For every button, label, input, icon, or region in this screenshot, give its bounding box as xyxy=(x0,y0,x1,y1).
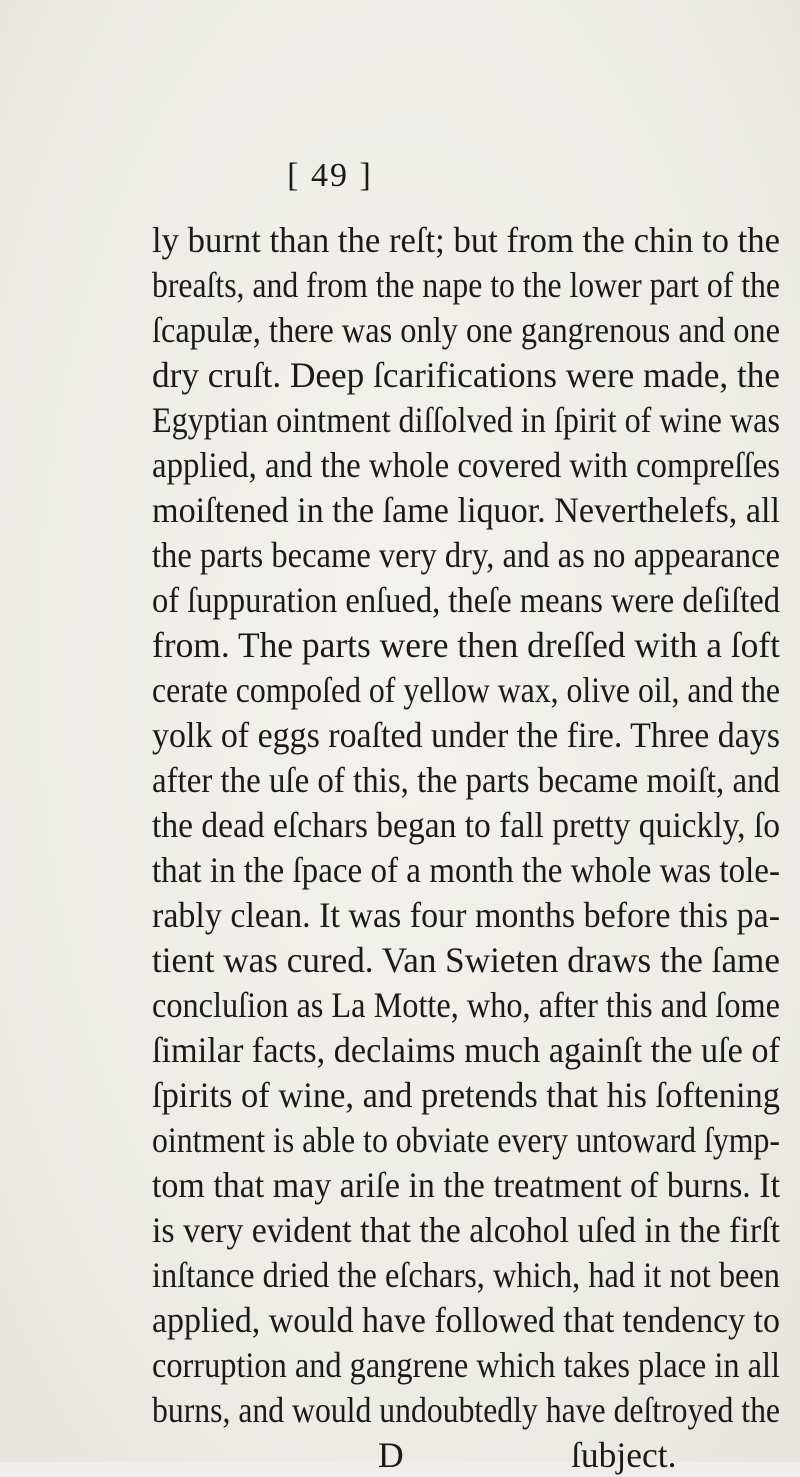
text-line: ointment is able to obviate every untoward ſymp- xyxy=(152,1120,780,1160)
text-line: the parts became very dry, and as no appearance xyxy=(152,535,780,575)
text-line: Egyptian ointment diſſolved in ſpirit of wine was xyxy=(152,400,780,440)
page-number: [ 49 ] xyxy=(287,157,373,194)
text-line: tient was cured. Van Swieten draws the ſame xyxy=(152,940,781,980)
text-line: breaſts, and from the nape to the lower part of the xyxy=(152,265,780,305)
text-line: dry cruſt. Deep ſcarifications were made, the xyxy=(152,355,780,395)
text-line: after the uſe of this, the parts became moiſt, and xyxy=(152,760,780,800)
text-line: burns, and would undoubtedly have deſtroyed the xyxy=(152,1390,781,1430)
text-line: ly burnt than the reſt; but from the chin to the xyxy=(152,220,781,260)
text-line: cerate compoſed of yellow wax, olive oil, and the xyxy=(152,670,780,710)
text-line: corruption and gangrene which takes place in all xyxy=(152,1345,780,1385)
text-line: the dead eſchars began to fall pretty quickly, ſo xyxy=(152,805,781,845)
text-line: yolk of eggs roaſted under the fire. Three days xyxy=(152,715,781,755)
text-line: moiſtened in the ſame liquor. Neverthelefs, all xyxy=(152,490,781,530)
text-line: tom that may ariſe in the treatment of burns. It xyxy=(152,1165,781,1205)
text-line: ſcapulæ, there was only one gangrenous and one xyxy=(152,310,780,350)
catchword: ſubject. xyxy=(571,1435,677,1475)
text-line: from. The parts were then dreſſed with a ſoft xyxy=(152,625,781,665)
text-line: rably clean. It was four months before this pa- xyxy=(152,895,781,935)
text-line: that in the ſpace of a month the whole was tole- xyxy=(152,850,780,890)
text-line: inſtance dried the eſchars, which, had it not been xyxy=(152,1255,780,1295)
text-line: ſimilar facts, declaims much againſt the uſe of xyxy=(152,1030,780,1070)
text-line: is very evident that the alcohol uſed in the firſt xyxy=(152,1210,780,1250)
text-line: of ſuppuration enſued, theſe means were deſiſted xyxy=(152,580,780,620)
text-line: ſpirits of wine, and pretends that his ſoftening xyxy=(152,1075,781,1115)
text-line: applied, and the whole covered with compreſſes xyxy=(152,445,780,485)
signature-mark: D xyxy=(378,1435,404,1475)
text-line: concluſion as La Motte, who, after this and ſome xyxy=(152,985,780,1025)
text-line: applied, would have followed that tendency to xyxy=(152,1300,780,1340)
